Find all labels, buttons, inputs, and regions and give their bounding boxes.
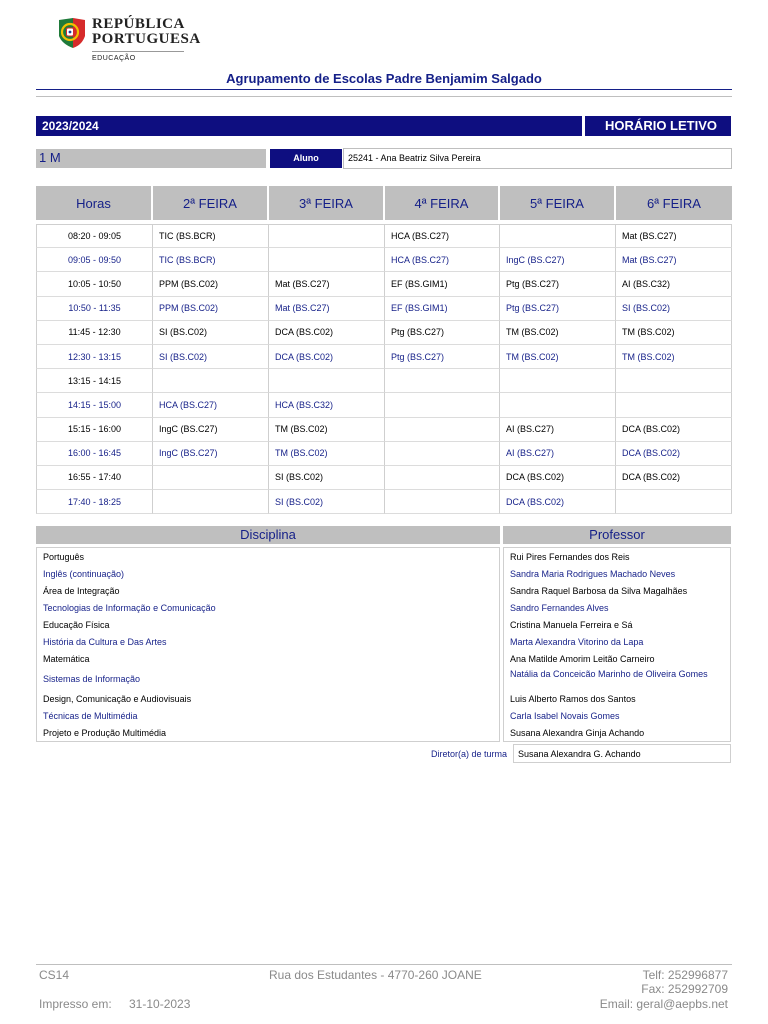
time-cell: 08:20 - 09:05 bbox=[36, 224, 153, 248]
lesson-cell: HCA (BS.C27) bbox=[385, 248, 500, 272]
lesson-cell: HCA (BS.C27) bbox=[385, 224, 500, 248]
lesson-cell: HCA (BS.C32) bbox=[269, 393, 385, 417]
lesson-cell: DCA (BS.C02) bbox=[500, 466, 616, 490]
lesson-cell: TM (BS.C02) bbox=[500, 345, 616, 369]
lesson-cell: IngC (BS.C27) bbox=[153, 442, 269, 466]
lesson-cell bbox=[385, 466, 500, 490]
lesson-cell: SI (BS.C02) bbox=[153, 345, 269, 369]
lesson-cell: EF (BS.GIM1) bbox=[385, 297, 500, 321]
printed-date: 31-10-2023 bbox=[129, 997, 191, 1011]
lesson-cell: TIC (BS.BCR) bbox=[153, 248, 269, 272]
logo-divider bbox=[92, 51, 184, 52]
header-rule bbox=[36, 89, 732, 90]
table-row bbox=[36, 297, 732, 321]
table-row bbox=[36, 369, 732, 393]
lesson-cell bbox=[385, 490, 500, 514]
lesson-cell bbox=[269, 248, 385, 272]
student-label: Aluno bbox=[270, 149, 342, 168]
lesson-cell: Mat (BS.C27) bbox=[269, 272, 385, 296]
footer-fax: Fax: 252992709 bbox=[641, 982, 728, 996]
table-row bbox=[36, 442, 732, 466]
col-header-wednesday: 4ª FEIRA bbox=[385, 186, 500, 220]
lesson-cell: Ptg (BS.C27) bbox=[500, 272, 616, 296]
lesson-cell: DCA (BS.C02) bbox=[616, 418, 732, 442]
logo-line-1: REPÚBLICA bbox=[92, 16, 185, 32]
school-title: Agrupamento de Escolas Padre Benjamim Salgado bbox=[226, 71, 542, 86]
lesson-cell: SI (BS.C02) bbox=[153, 321, 269, 345]
col-header-horas: Horas bbox=[36, 186, 153, 220]
lesson-cell: TM (BS.C02) bbox=[269, 418, 385, 442]
lesson-cell: AI (BS.C32) bbox=[616, 272, 732, 296]
lesson-cell: SI (BS.C02) bbox=[269, 466, 385, 490]
list-item: Carla Isabel Novais Gomes bbox=[510, 711, 620, 721]
lesson-cell: DCA (BS.C02) bbox=[269, 321, 385, 345]
school-year-bar: 2023/2024 bbox=[36, 116, 582, 136]
table-row bbox=[36, 490, 732, 514]
coat-of-arms-icon bbox=[56, 14, 88, 54]
list-item: Susana Alexandra Ginja Achando bbox=[510, 728, 645, 738]
student-value: 25241 - Ana Beatriz Silva Pereira bbox=[343, 148, 732, 169]
professor-list bbox=[503, 547, 731, 742]
list-item: História da Cultura e Das Artes bbox=[43, 637, 167, 647]
lesson-cell bbox=[153, 466, 269, 490]
list-item: Tecnologias de Informação e Comunicação bbox=[43, 603, 216, 613]
lesson-cell: DCA (BS.C02) bbox=[269, 345, 385, 369]
lesson-cell bbox=[385, 393, 500, 417]
col-header-thursday: 5ª FEIRA bbox=[500, 186, 616, 220]
schedule-header-row bbox=[36, 186, 732, 220]
list-item: Projeto e Produção Multimédia bbox=[43, 728, 167, 738]
lesson-cell: Ptg (BS.C27) bbox=[500, 297, 616, 321]
disciplina-list bbox=[36, 547, 500, 742]
lesson-cell: HCA (BS.C27) bbox=[153, 393, 269, 417]
class-director-value: Susana Alexandra G. Achando bbox=[513, 744, 731, 763]
table-row bbox=[36, 272, 732, 296]
lesson-cell: AI (BS.C27) bbox=[500, 418, 616, 442]
footer-code: CS14 bbox=[39, 968, 70, 982]
lesson-cell: AI (BS.C27) bbox=[500, 442, 616, 466]
table-row bbox=[36, 345, 732, 369]
lesson-cell: Mat (BS.C27) bbox=[616, 248, 732, 272]
list-item: Natália da Conceicão Marinho de Oliveira Gomes bbox=[510, 669, 708, 679]
lesson-cell bbox=[616, 490, 732, 514]
list-item: Matemática bbox=[43, 654, 90, 664]
list-item: Marta Alexandra Vitorino da Lapa bbox=[510, 637, 644, 647]
logo-line-2: PORTUGUESA bbox=[92, 31, 201, 47]
lesson-cell: TM (BS.C02) bbox=[500, 321, 616, 345]
header-rule-secondary bbox=[36, 96, 732, 97]
table-row bbox=[36, 393, 732, 417]
lesson-cell bbox=[153, 369, 269, 393]
list-item: Sandra Maria Rodrigues Machado Neves bbox=[510, 569, 676, 579]
col-header-tuesday: 3ª FEIRA bbox=[269, 186, 385, 220]
list-item: Sistemas de Informação bbox=[43, 674, 141, 684]
time-cell: 17:40 - 18:25 bbox=[36, 490, 153, 514]
footer-email: Email: geral@aepbs.net bbox=[599, 997, 728, 1011]
lesson-cell: DCA (BS.C02) bbox=[500, 490, 616, 514]
footer-rule bbox=[36, 964, 732, 965]
table-row bbox=[36, 224, 732, 248]
lesson-cell bbox=[385, 418, 500, 442]
lesson-cell: Ptg (BS.C27) bbox=[385, 345, 500, 369]
lesson-cell bbox=[269, 369, 385, 393]
list-item: Cristina Manuela Ferreira e Sá bbox=[510, 620, 633, 630]
schedule-type-bar: HORÁRIO LETIVO bbox=[585, 116, 731, 136]
lesson-cell bbox=[269, 224, 385, 248]
footer-address: Rua dos Estudantes - 4770-260 JOANE bbox=[269, 968, 482, 982]
list-item: Luis Alberto Ramos dos Santos bbox=[510, 694, 636, 704]
col-header-friday: 6ª FEIRA bbox=[616, 186, 732, 220]
printed-label: Impresso em: bbox=[39, 997, 112, 1011]
logo-subtitle: EDUCAÇÃO bbox=[92, 55, 136, 62]
lesson-cell: DCA (BS.C02) bbox=[616, 442, 732, 466]
lesson-cell: TM (BS.C02) bbox=[269, 442, 385, 466]
lesson-cell bbox=[500, 393, 616, 417]
lesson-cell bbox=[385, 442, 500, 466]
lesson-cell: IngC (BS.C27) bbox=[153, 418, 269, 442]
lesson-cell: PPM (BS.C02) bbox=[153, 297, 269, 321]
lesson-cell: TIC (BS.BCR) bbox=[153, 224, 269, 248]
list-item: Português bbox=[43, 552, 85, 562]
lesson-cell: Ptg (BS.C27) bbox=[385, 321, 500, 345]
class-director-label: Diretor(a) de turma bbox=[430, 749, 507, 759]
schedule-table bbox=[36, 186, 732, 514]
lesson-cell bbox=[500, 224, 616, 248]
time-cell: 10:05 - 10:50 bbox=[36, 272, 153, 296]
class-label: 1 M bbox=[36, 149, 266, 168]
time-cell: 10:50 - 11:35 bbox=[36, 297, 153, 321]
lesson-cell: SI (BS.C02) bbox=[269, 490, 385, 514]
time-cell: 14:15 - 15:00 bbox=[36, 393, 153, 417]
list-item: Rui Pires Fernandes dos Reis bbox=[510, 552, 630, 562]
lesson-cell: TM (BS.C02) bbox=[616, 321, 732, 345]
time-cell: 15:15 - 16:00 bbox=[36, 418, 153, 442]
time-cell: 11:45 - 12:30 bbox=[36, 321, 153, 345]
logo-wordmark bbox=[92, 17, 201, 62]
list-item: Inglês (continuação) bbox=[43, 569, 125, 579]
lesson-cell: TM (BS.C02) bbox=[616, 345, 732, 369]
lesson-cell: EF (BS.GIM1) bbox=[385, 272, 500, 296]
col-header-monday: 2ª FEIRA bbox=[153, 186, 269, 220]
time-cell: 09:05 - 09:50 bbox=[36, 248, 153, 272]
lesson-cell bbox=[153, 490, 269, 514]
list-item: Educação Física bbox=[43, 620, 110, 630]
footer-phone: Telf: 252996877 bbox=[642, 968, 728, 982]
time-cell: 13:15 - 14:15 bbox=[36, 369, 153, 393]
lesson-cell: Mat (BS.C27) bbox=[616, 224, 732, 248]
time-cell: 16:00 - 16:45 bbox=[36, 442, 153, 466]
list-item: Ana Matilde Amorim Leitão Carneiro bbox=[510, 654, 655, 664]
lesson-cell: SI (BS.C02) bbox=[616, 297, 732, 321]
table-row bbox=[36, 466, 732, 490]
list-item: Design, Comunicação e Audiovisuais bbox=[43, 694, 192, 704]
republica-portuguesa-logo bbox=[56, 14, 201, 66]
professor-header: Professor bbox=[503, 526, 731, 544]
lesson-cell: Mat (BS.C27) bbox=[269, 297, 385, 321]
lesson-cell bbox=[385, 369, 500, 393]
lesson-cell: DCA (BS.C02) bbox=[616, 466, 732, 490]
lesson-cell: IngC (BS.C27) bbox=[500, 248, 616, 272]
list-item: Sandra Raquel Barbosa da Silva Magalhães bbox=[510, 586, 688, 596]
lesson-cell bbox=[616, 369, 732, 393]
list-item: Técnicas de Multimédia bbox=[43, 711, 138, 721]
lesson-cell: PPM (BS.C02) bbox=[153, 272, 269, 296]
table-row bbox=[36, 418, 732, 442]
list-item: Sandro Fernandes Alves bbox=[510, 603, 609, 613]
lesson-cell bbox=[616, 393, 732, 417]
disciplina-header: Disciplina bbox=[36, 526, 500, 544]
lesson-cell bbox=[500, 369, 616, 393]
time-cell: 16:55 - 17:40 bbox=[36, 466, 153, 490]
list-item: Área de Integração bbox=[43, 586, 120, 596]
table-row bbox=[36, 248, 732, 272]
time-cell: 12:30 - 13:15 bbox=[36, 345, 153, 369]
table-row bbox=[36, 321, 732, 345]
